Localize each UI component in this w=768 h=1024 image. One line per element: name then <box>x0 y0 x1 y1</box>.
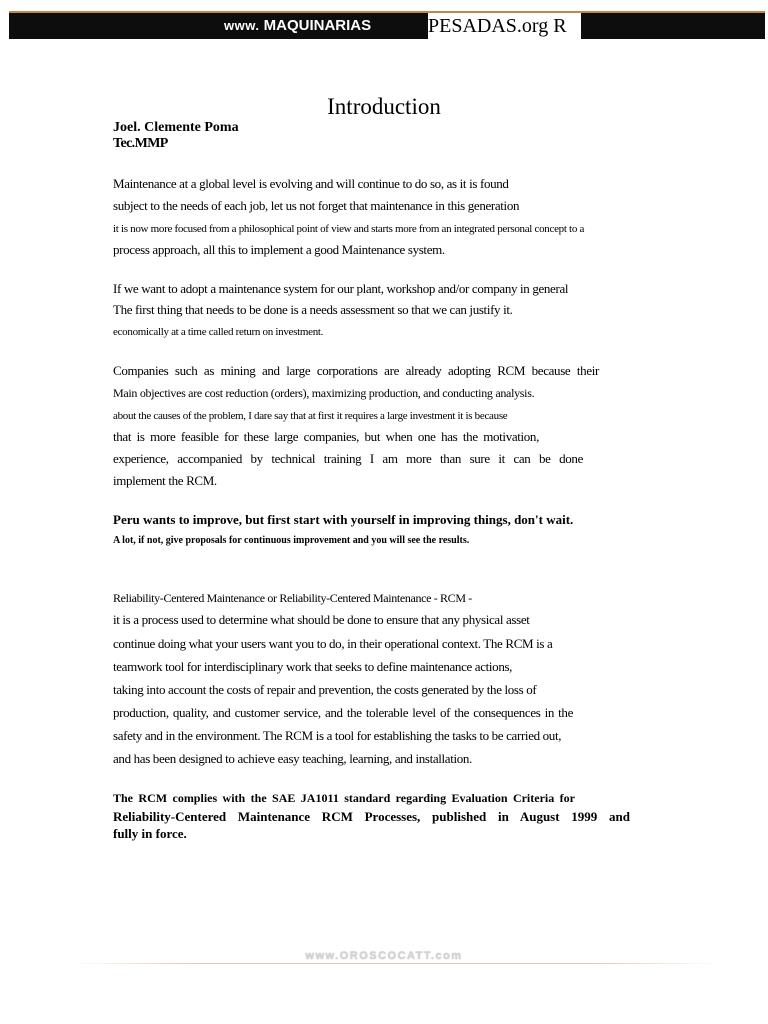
paragraph-line: Maintenance at a global level is evolving and will continue to do so, as it is found <box>113 176 509 191</box>
paragraph-line: The first thing that needs to be done is a needs assessment so that we can justify it. <box>113 302 513 317</box>
paragraph-line: Main objectives are cost reduction (orders), maximizing production, and conducting analysis. <box>113 386 535 400</box>
page-title: Introduction <box>327 94 441 119</box>
author-role: Tec.MMP <box>113 136 168 151</box>
site-logo[interactable] <box>224 14 428 38</box>
site-logo-www: www. <box>224 18 260 33</box>
paragraph-line: Companies such as mining and large corporations are already adopting RCM because their <box>113 363 599 378</box>
paragraph-line: taking into account the costs of repair and prevention, the costs generated by the loss of <box>113 682 537 697</box>
author-name: Joel. Clemente Poma <box>113 120 239 135</box>
footer-watermark: www.OROSCOCATT.com <box>305 950 463 962</box>
closing-statement: Reliability-Centered Maintenance RCM Processes, published in August 1999 and <box>113 809 630 824</box>
paragraph-line: it is now more focused from a philosophical point of view and starts more from an integrated personal concept to a <box>113 223 585 235</box>
site-logo-suffix: PESADAS.org R <box>428 13 581 39</box>
highlight-statement: Peru wants to improve, but first start with yourself in improving things, don't wait. <box>113 512 574 527</box>
paragraph-line: economically at a time called return on investment. <box>113 326 324 338</box>
site-logo-brand: MAQUINARIAS <box>263 17 372 34</box>
closing-statement: The RCM complies with the SAE JA1011 standard regarding Evaluation Criteria for <box>113 791 575 805</box>
highlight-statement: A lot, if not, give proposals for continuous improvement and you will see the results. <box>113 535 470 546</box>
paragraph-line: teamwork tool for interdisciplinary work that seeks to define maintenance actions, <box>113 659 513 674</box>
paragraph-line: production, quality, and customer service, and the tolerable level of the consequences in the <box>113 705 573 720</box>
paragraph-line: If we want to adopt a maintenance system for our plant, workshop and/or company in general <box>113 281 569 296</box>
paragraph-line: that is more feasible for these large companies, but when one has the motivation, <box>113 429 539 444</box>
paragraph-line: Reliability-Centered Maintenance or Reliability-Centered Maintenance - RCM - <box>113 591 472 605</box>
paragraph-line: continue doing what your users want you to do, in their operational context. The RCM is a <box>113 636 553 651</box>
paragraph-line: process approach, all this to implement a good Maintenance system. <box>113 242 445 257</box>
author-block <box>113 120 239 152</box>
paragraph-line: subject to the needs of each job, let us not forget that maintenance in this generation <box>113 198 520 213</box>
closing-statement: fully in force. <box>113 826 187 841</box>
paragraph-line: implement the RCM. <box>113 473 217 488</box>
footer-divider <box>70 963 720 964</box>
paragraph-line: safety and in the environment. The RCM is a tool for establishing the tasks to be carried out, <box>113 728 562 743</box>
paragraph-line: about the causes of the problem, I dare say that at first it requires a large investment it is because <box>113 410 508 422</box>
paragraph-line: it is a process used to determine what should be done to ensure that any physical asset <box>113 612 530 627</box>
paragraph-line: experience, accompanied by technical training I am more than sure it can be done <box>113 451 583 466</box>
header-banner <box>9 11 765 39</box>
paragraph-line: and has been designed to achieve easy teaching, learning, and installation. <box>113 751 472 766</box>
